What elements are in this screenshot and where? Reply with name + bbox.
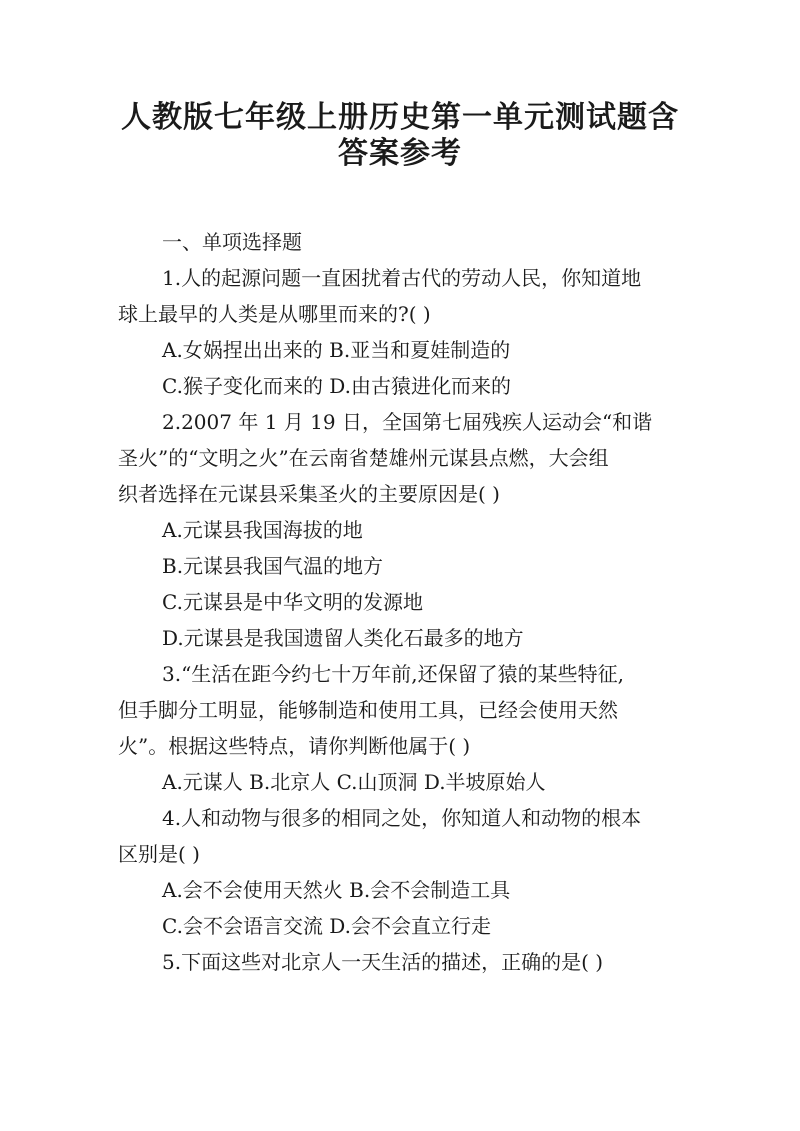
question-3-stem-line-2: 但手脚分工明显，能够制造和使用工具，已经会使用天然: [118, 698, 618, 722]
question-2-stem-line-1: 2.2007 年 1 月 19 日，全国第七届残疾人运动会“和谐: [162, 410, 653, 434]
title-line-2: 答案参考: [338, 136, 462, 171]
question-3-options-line-1: A.元谋人 B.北京人 C.山顶洞 D.半坡原始人: [162, 770, 546, 794]
question-4-options-line-2: C.会不会语言交流 D.会不会直立行走: [162, 914, 491, 938]
question-5-stem-line-1: 5.下面这些对北京人一天生活的描述，正确的是( ): [162, 950, 604, 974]
question-4: [118, 800, 684, 944]
question-3: [118, 656, 684, 800]
question-2-option-d: D.元谋县是我国遗留人类化石最多的地方: [162, 626, 524, 650]
question-4-options-line-1: A.会不会使用天然火 B.会不会制造工具: [162, 878, 511, 902]
question-2-option-b: B.元谋县我国气温的地方: [162, 554, 384, 578]
document-title: [100, 96, 700, 171]
document-body: [118, 224, 684, 980]
question-3-stem-line-1: 3.“生活在距今约七十万年前,还保留了猿的某些特征,: [162, 662, 625, 686]
question-5: [118, 944, 684, 980]
question-1-options-line-1: A.女娲捏出出来的 B.亚当和夏娃制造的: [162, 338, 511, 362]
question-2-option-a: A.元谋县我国海拔的地: [162, 518, 363, 542]
question-1-stem-line-1: 1.人的起源问题一直困扰着古代的劳动人民，你知道地: [162, 266, 642, 290]
question-4-stem-line-1: 4.人和动物与很多的相同之处，你知道人和动物的根本: [162, 806, 642, 830]
question-2-stem-line-2: 圣火”的“文明之火”在云南省楚雄州元谋县点燃，大会组: [118, 446, 609, 470]
question-3-stem-line-3: 火”。根据这些特点，请你判断他属于( ): [118, 734, 471, 758]
section-heading: 一、单项选择题: [162, 230, 302, 254]
question-2-option-c: C.元谋县是中华文明的发源地: [162, 590, 423, 614]
question-1-stem-line-2: 球上最早的人类是从哪里而来的?( ): [118, 302, 431, 326]
question-4-stem-line-2: 区别是( ): [118, 842, 200, 866]
question-1-options-line-2: C.猴子变化而来的 D.由古猿进化而来的: [162, 374, 511, 398]
question-2: [118, 404, 684, 656]
question-2-stem-line-3: 织者选择在元谋县采集圣火的主要原因是( ): [118, 482, 500, 506]
question-1: [118, 260, 684, 404]
title-line-1: 人教版七年级上册历史第一单元测试题含: [121, 100, 679, 135]
